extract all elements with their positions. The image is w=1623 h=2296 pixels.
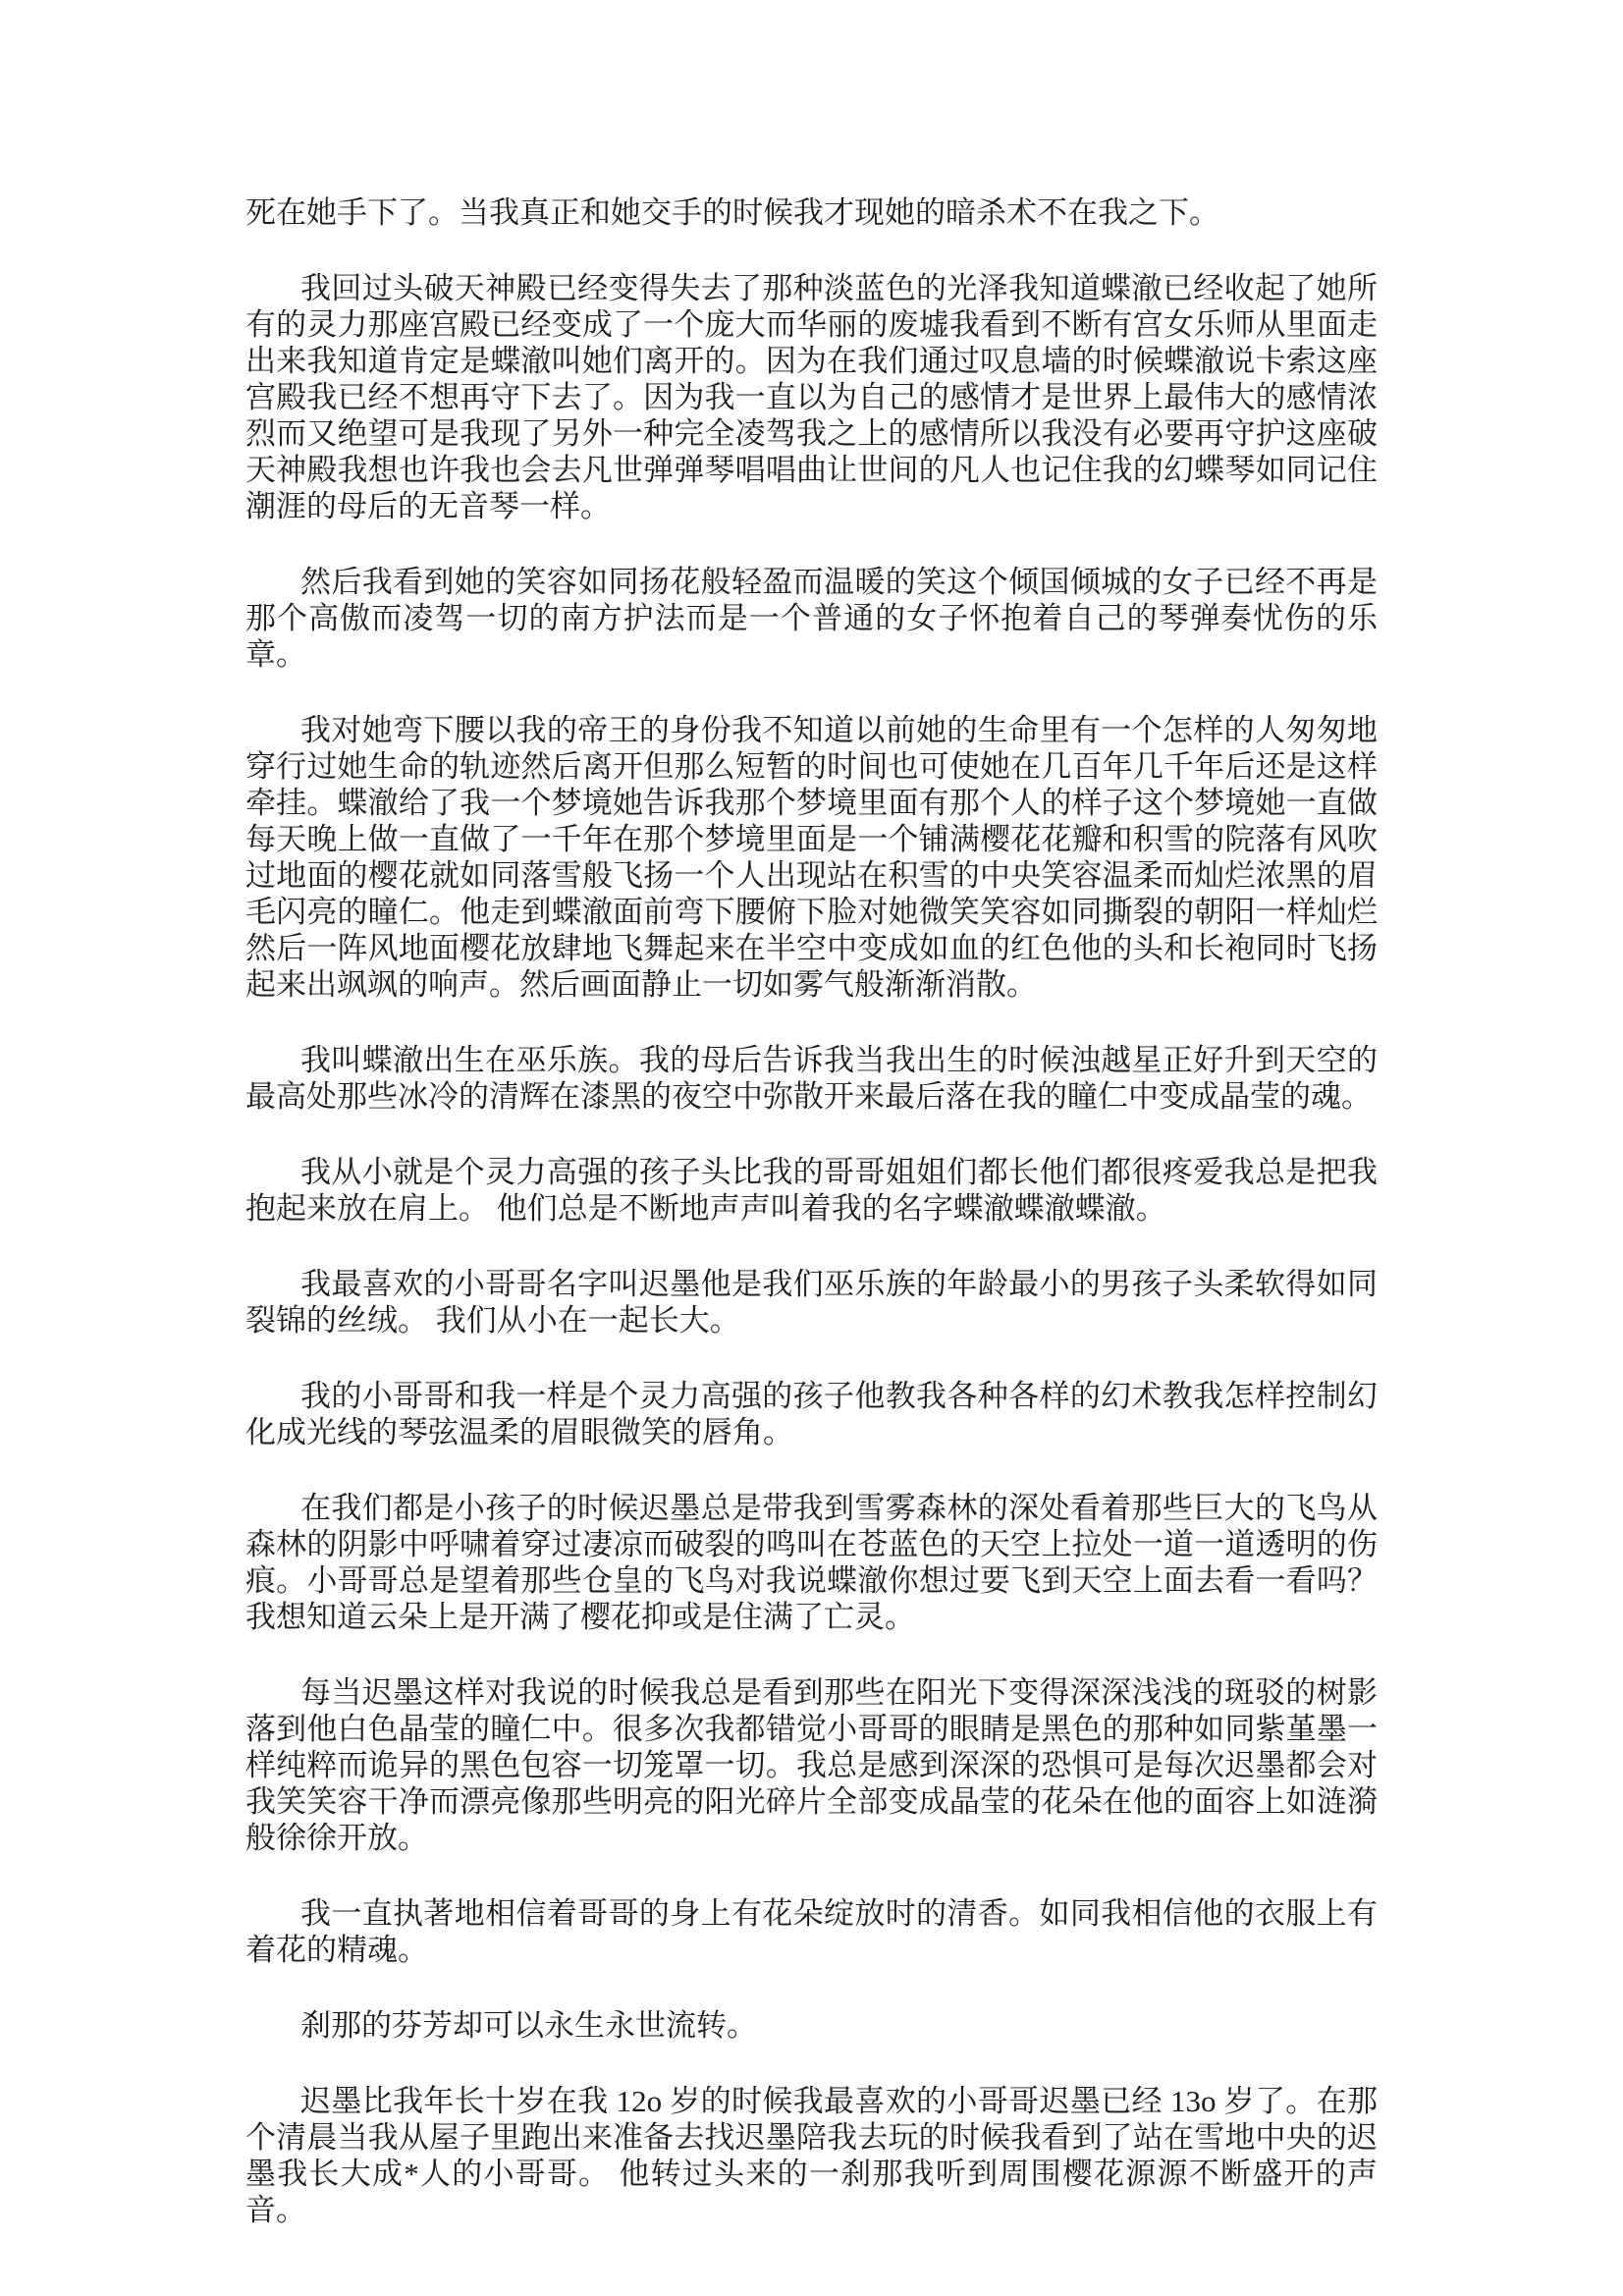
paragraph: 我的小哥哥和我一样是个灵力高强的孩子他教我各种各样的幻术教我怎样控制幻化成光线的琴弦温柔的眉眼微笑的唇角。 (245, 1379, 1378, 1449)
paragraph: 我对她弯下腰以我的帝王的身份我不知道以前她的生命里有一个怎样的人匆匆地穿行过她生命的轨迹然后离开但那么短暂的时间也可使她在几百年几千年后还是这样牵挂。蝶澈给了我一个梦境她告诉我那个梦境里面有那个人的样子这个梦境她一直做每天晚上做一直做了一千年在那个梦境里面是一个铺满樱花花瓣和积雪的院落有风吹过地面的樱花就如同落雪般飞扬一个人出现站在积雪的中央笑容温柔而灿烂浓黑的眉毛闪亮的瞳仁。他走到蝶澈面前弯下腰俯下脸对她微笑笑容如同撕裂的朝阳一样灿烂然后一阵风地面樱花放肆地飞舞起来在半空中变成如血的红色他的头和长袍同时飞扬起来出飒飒的响声。然后画面静止一切如雾气般渐渐消散。 (245, 713, 1378, 1002)
paragraph: 我一直执著地相信着哥哥的身上有花朵绽放时的清香。如同我相信他的衣服上有着花的精魂。 (245, 1896, 1378, 1967)
paragraph: 我叫蝶澈出生在巫乐族。我的母后告诉我当我出生的时候浊越星正好升到天空的最高处那些冰冷的清辉在漆黑的夜空中弥散开来最后落在我的瞳仁中变成晶莹的魂。 (245, 1043, 1378, 1114)
paragraph: 我最喜欢的小哥哥名字叫迟墨他是我们巫乐族的年龄最小的男孩子头柔软得如同裂锦的丝绒。 我们从小在一起长大。 (245, 1267, 1378, 1338)
paragraph: 在我们都是小孩子的时候迟墨总是带我到雪雾森林的深处看着那些巨大的飞鸟从森林的阴影中呼啸着穿过凄凉而破裂的鸣叫在苍蓝色的天空上拉处一道一道透明的伤痕。小哥哥总是望着那些仓皇的飞鸟对我说蝶澈你想过要飞到天空上面去看一看吗？ 我想知道云朵上是开满了樱花抑或是住满了亡灵。 (245, 1491, 1378, 1634)
paragraph: 死在她手下了。当我真正和她交手的时候我才现她的暗杀术不在我之下。 (245, 195, 1219, 230)
paragraph: 刹那的芬芳却可以永生永世流转。 (300, 2008, 757, 2043)
paragraph: 然后我看到她的笑容如同扬花般轻盈而温暖的笑这个倾国倾城的女子已经不再是那个高傲而凌驾一切的南方护法而是一个普通的女子怀抱着自己的琴弹奏忧伤的乐章。 (245, 565, 1378, 672)
paragraph: 每当迟墨这样对我说的时候我总是看到那些在阳光下变得深深浅浅的斑驳的树影落到他白色晶莹的瞳仁中。很多次我都错觉小哥哥的眼睛是黑色的那种如同紫堇墨一样纯粹而诡异的黑色包容一切笼罩一切。我总是感到深深的恐惧可是每次迟墨都会对我笑笑容干净而漂亮像那些明亮的阳光碎片全部变成晶莹的花朵在他的面容上如涟漪般徐徐开放。 (245, 1675, 1378, 1855)
paragraph: 我从小就是个灵力高强的孩子头比我的哥哥姐姐们都长他们都很疼爱我总是把我抱起来放在肩上。 他们总是不断地声声叫着我的名字蝶澈蝶澈蝶澈。 (245, 1155, 1378, 1226)
paragraph: 我回过头破天神殿已经变得失去了那种淡蓝色的光泽我知道蝶澈已经收起了她所有的灵力那座宫殿已经变成了一个庞大而华丽的废墟我看到不断有宫女乐师从里面走出来我知道肯定是蝶澈叫她们离开的。因为在我们通过叹息墙的时候蝶澈说卡索这座宫殿我已经不想再守下去了。因为我一直以为自己的感情才是世界上最伟大的感情浓烈而又绝望可是我现了另外一种完全凌驾我之上的感情所以我没有必要再守护这座破天神殿我想也许我也会去凡世弹弹琴唱唱曲让世间的凡人也记住我的幻蝶琴如同记住潮涯的母后的无音琴一样。 (245, 271, 1378, 523)
paragraph: 迟墨比我年长十岁在我 12o 岁的时候我最喜欢的小哥哥迟墨已经 13o 岁了。在那个清晨当我从屋子里跑出来准备去找迟墨陪我去玩的时候我看到了站在雪地中央的迟墨我长大成*人的小哥哥。 他转过头来的一刹那我听到周围樱花源源不断盛开的声音。 (245, 2084, 1378, 2227)
